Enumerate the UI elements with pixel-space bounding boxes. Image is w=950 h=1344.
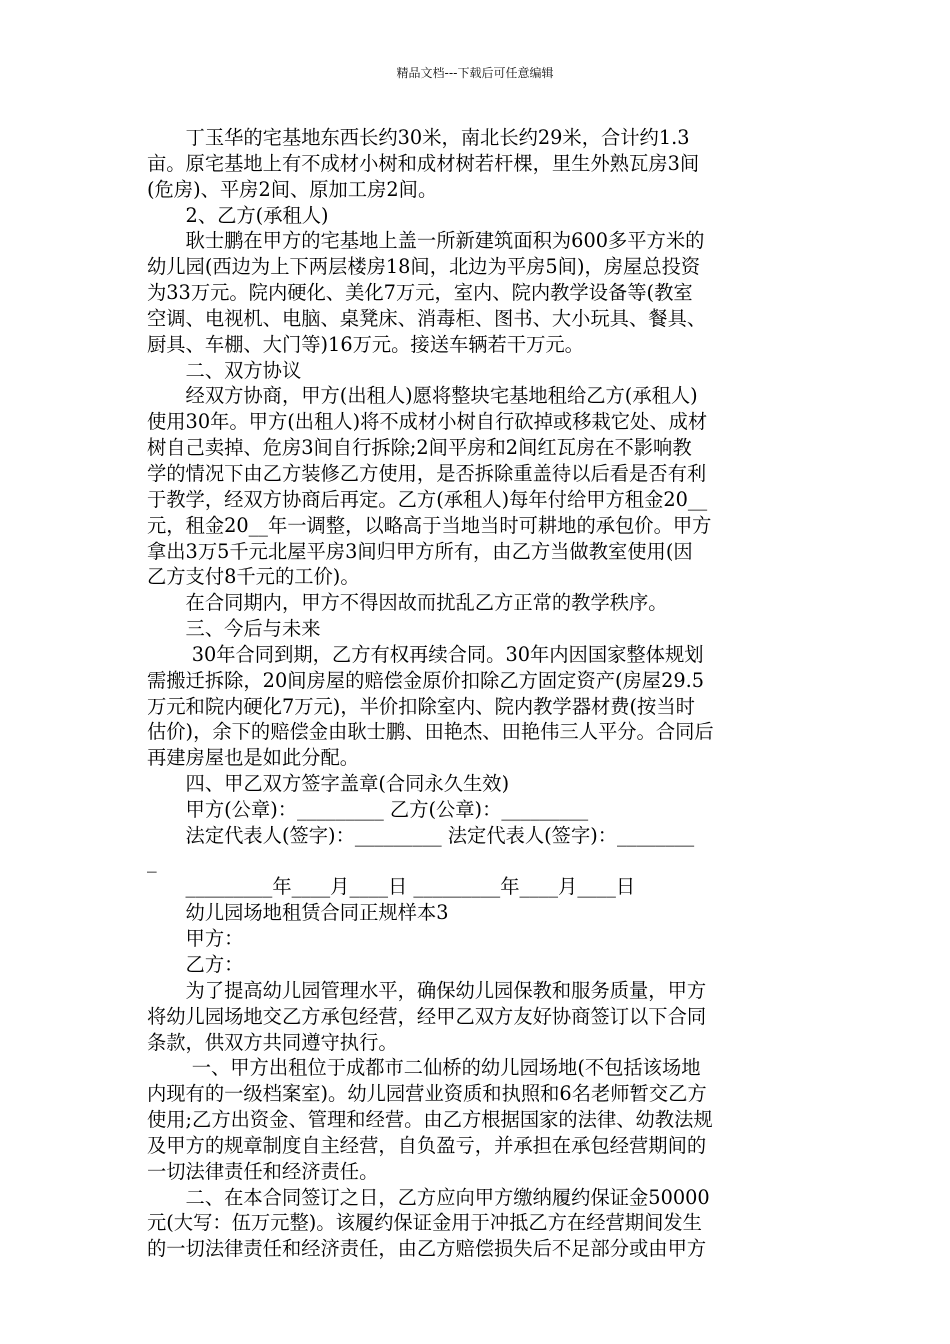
text-line: 于教学，经双方协商后再定。乙方(承租人)每年付给甲方租金20__ (147, 487, 708, 511)
text-line: 使用;乙方出资金、管理和经营。由乙方根据国家的法律、幼教法规 (147, 1108, 713, 1132)
text-line: _________年____月____日 _________年____月____日 (147, 875, 636, 899)
text-line: 30年合同到期，乙方有权再续合同。30年内因国家整体规划 (147, 642, 704, 666)
text-line: 一、甲方出租位于成都市二仙桥的幼儿园场地(不包括该场地 (147, 1056, 701, 1080)
text-line: 四、甲乙双方签字盖章(合同永久生效) (147, 772, 510, 796)
text-line: 耿士鹏在甲方的宅基地上盖一所新建筑面积为600多平方米的 (147, 229, 705, 253)
text-line: 再建房屋也是如此分配。 (147, 746, 360, 770)
text-line: _ (147, 849, 157, 873)
text-line: 甲方(公章)：_________ 乙方(公章)：_________ (147, 797, 589, 821)
text-line: 拿出3万5千元北屋平房3间归甲方所有，由乙方当做教室使用(因 (147, 539, 693, 563)
text-line: 二、在本合同签订之日，乙方应向甲方缴纳履约保证金50000 (147, 1185, 710, 1209)
text-line: 甲方： (147, 927, 244, 951)
text-line: 幼儿园场地租赁合同正规样本3 (147, 901, 449, 925)
text-line: 乙方： (147, 953, 244, 976)
text-line: 厨具、车棚、大门等)16万元。接送车辆若干万元。 (147, 332, 584, 356)
text-line: 乙方支付8千元的工价)。 (147, 565, 360, 589)
text-line: (危房)、平房2间、原加工房2间。 (147, 177, 438, 201)
text-line: 内现有的一级档案室)。幼儿园营业资质和执照和6名老师暂交乙方 (147, 1082, 707, 1106)
text-line: 经双方协商，甲方(出租人)愿将整块宅基地租给乙方(承租人) (147, 384, 698, 408)
text-line: 为33万元。院内硬化、美化7万元，室内、院内教学设备等(教室 (147, 281, 693, 305)
text-line: 一切法律责任和经济责任。 (147, 1159, 379, 1183)
text-line: 丁玉华的宅基地东西长约30米，南北长约29米，合计约1.3 (147, 126, 690, 149)
text-line: 的一切法律责任和经济责任，由乙方赔偿损失后不足部分或由甲方 (147, 1237, 707, 1261)
text-line: 元，租金20__年一调整，以略高于当地当时可耕地的承包价。甲方 (147, 513, 712, 537)
text-line: 条款，供双方共同遵守执行。 (147, 1030, 398, 1054)
text-line: 树自己卖掉、危房3间自行拆除;2间平房和2间红瓦房在不影响教 (147, 436, 692, 460)
text-line: 二、双方协议 (147, 358, 302, 382)
text-line: 估价)，余下的赔偿金由耿士鹏、田艳杰、田艳伟三人平分。合同后 (147, 720, 714, 744)
text-line: 学的情况下由乙方装修乙方使用，是否拆除重盖待以后看是否有利 (147, 461, 707, 485)
text-line: 使用30年。甲方(出租人)将不成材小树自行砍掉或移栽它处、成材 (147, 410, 708, 434)
text-line: 法定代表人(签字)：_________ 法定代表人(签字)：________ (147, 823, 695, 847)
text-line: 将幼儿园场地交乙方承包经营，经甲乙双方友好协商签订以下合同 (147, 1004, 707, 1028)
text-line: 及甲方的规章制度自主经营，自负盈亏，并承担在承包经营期间的 (147, 1133, 707, 1157)
text-line: 幼儿园(西边为上下两层楼房18间，北边为平房5间)，房屋总投资 (147, 255, 701, 279)
text-line: 万元和院内硬化7万元)，半价扣除室内、院内教学器材费(按当时 (147, 694, 695, 718)
text-line: 在合同期内，甲方不得因故而扰乱乙方正常的教学秩序。 (147, 591, 668, 615)
text-line: 为了提高幼儿园管理水平，确保幼儿园保教和服务质量，甲方 (147, 978, 707, 1002)
text-line: 空调、电视机、电脑、桌凳床、消毒柜、图书、大小玩具、餐具、 (147, 306, 707, 330)
text-line: 2、乙方(承租人) (147, 203, 329, 227)
document-body (147, 125, 827, 1262)
text-line: 元(大写：伍万元整)。该履约保证金用于冲抵乙方在经营期间发生 (147, 1211, 702, 1235)
text-line: 亩。原宅基地上有不成材小树和成材树若杆棵，里生外熟瓦房3间 (147, 151, 700, 175)
text-line: 需搬迁拆除，20间房屋的赔偿金原价扣除乙方固定资产(房屋29.5 (147, 668, 705, 692)
text-line: 三、今后与未来 (147, 617, 321, 641)
page-header: 精品文档---下载后可任意编辑 (396, 66, 554, 80)
